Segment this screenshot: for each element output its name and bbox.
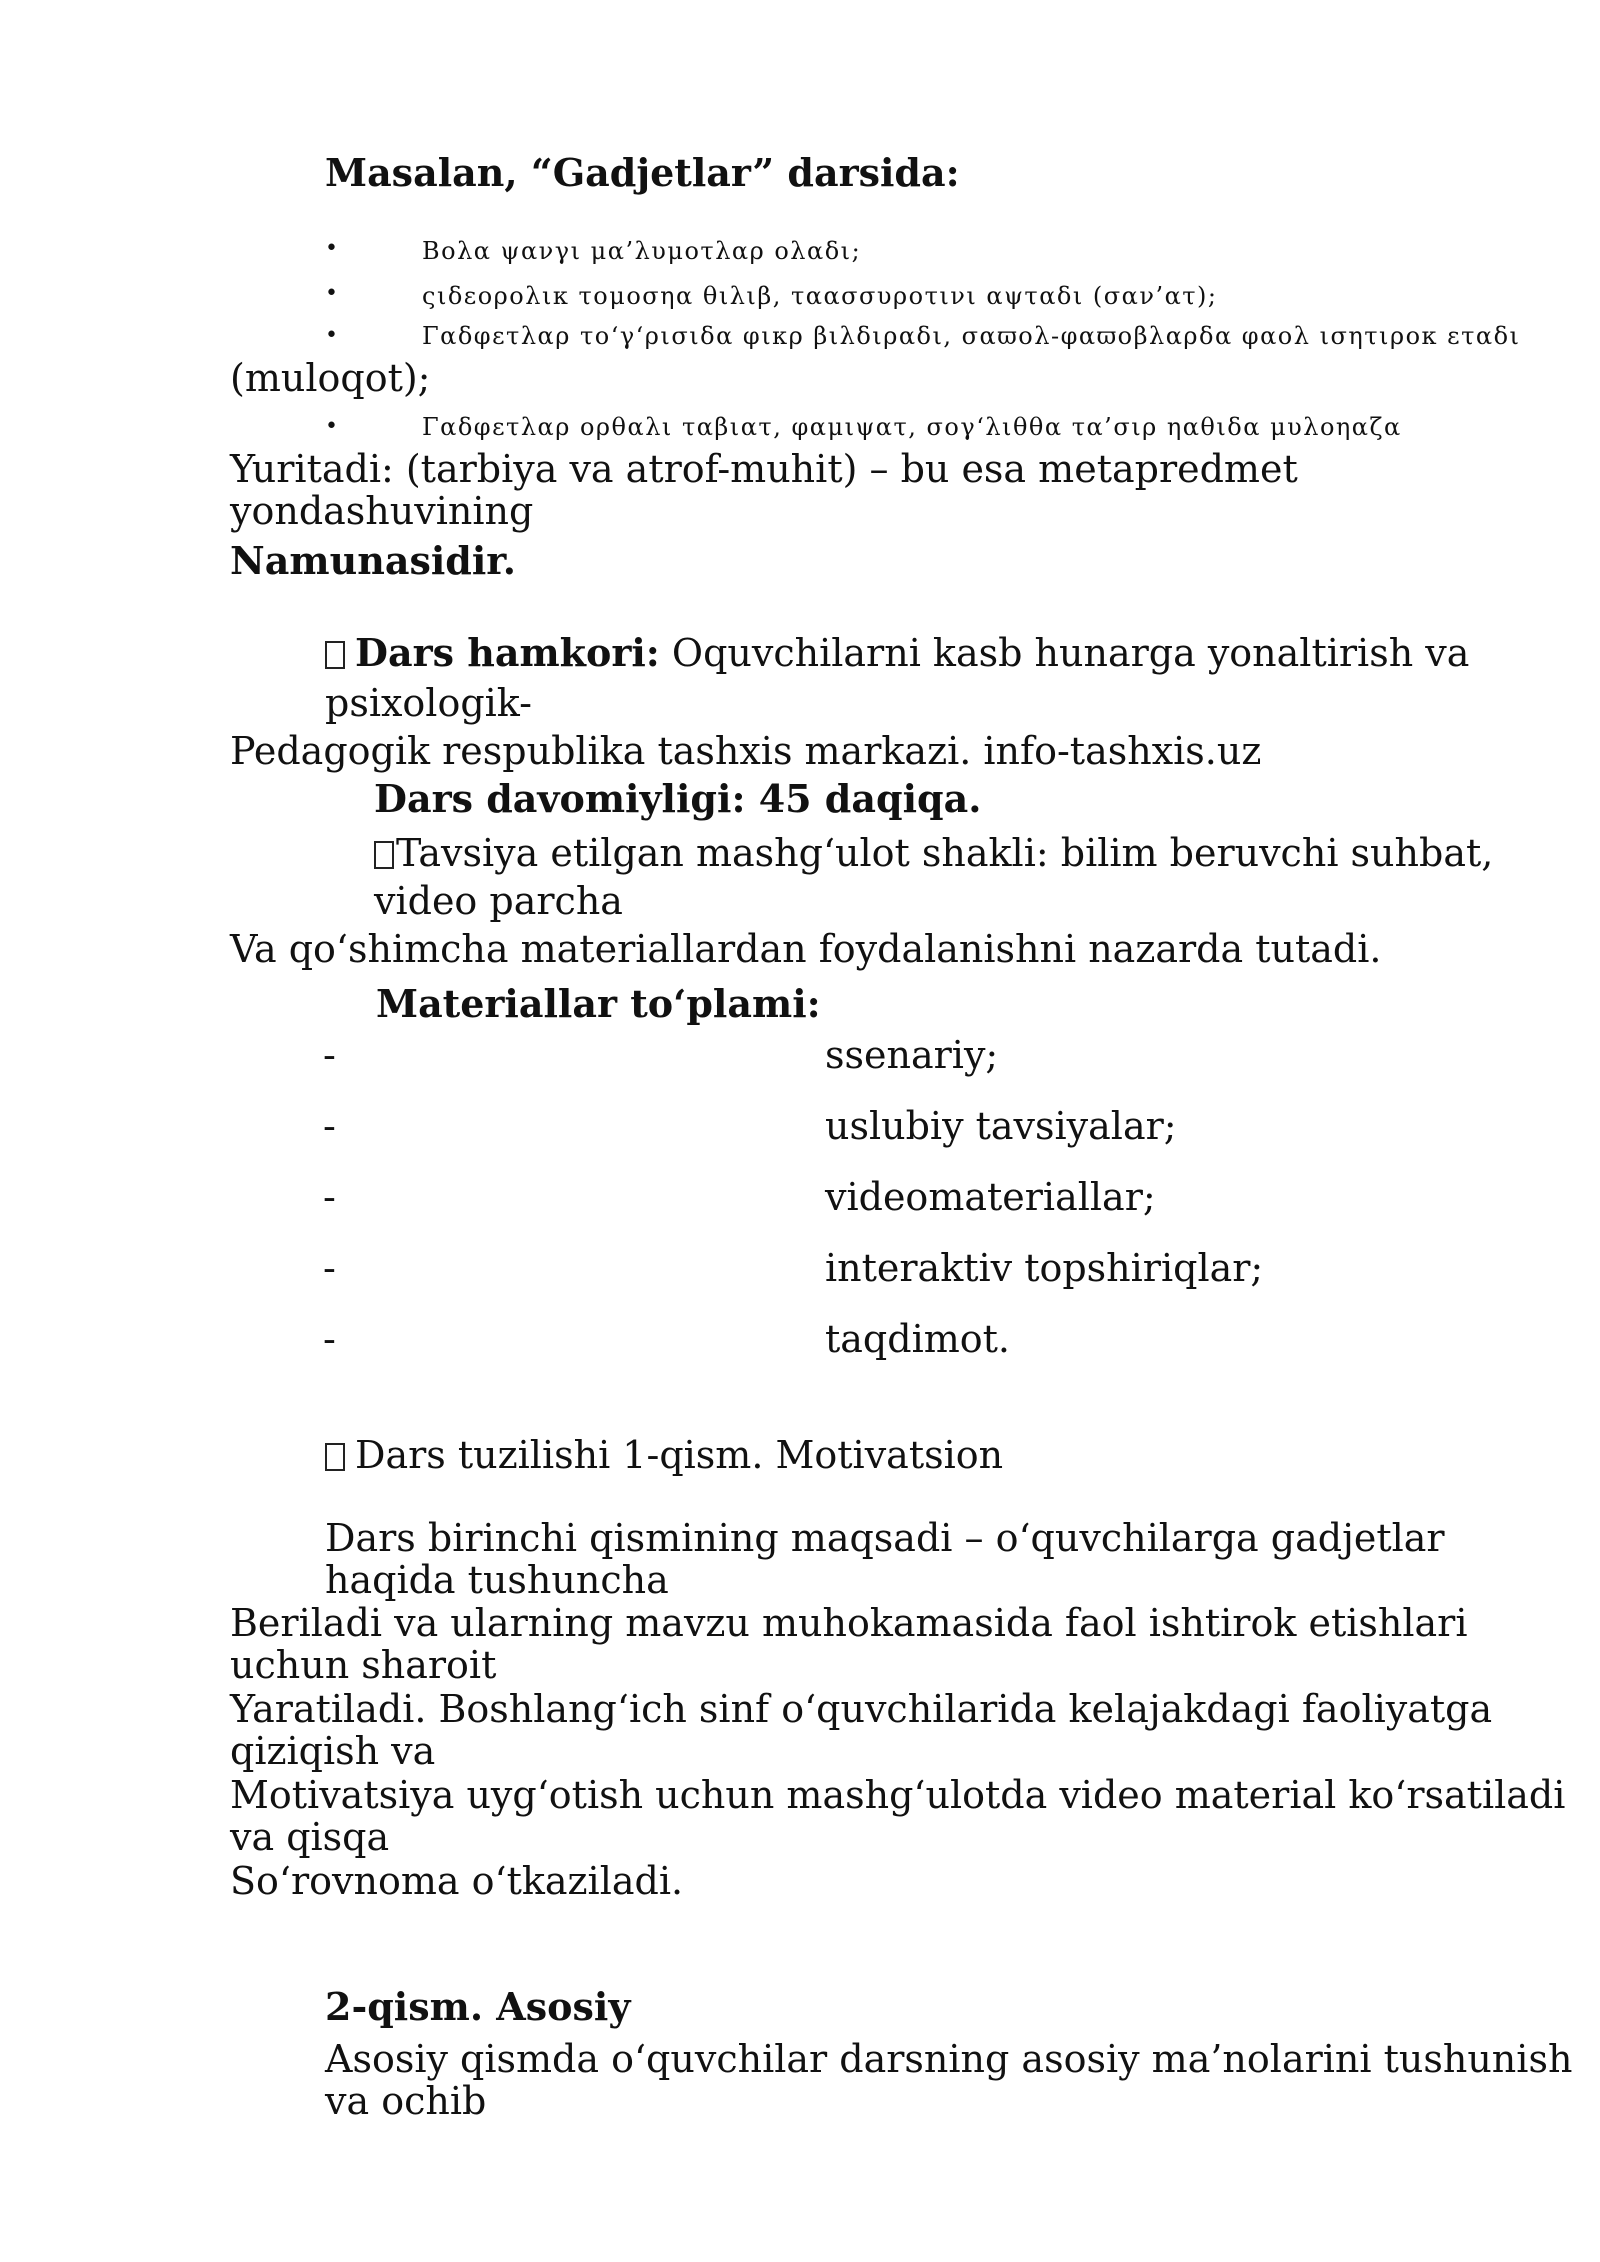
paragraph-line: So‘rovnoma o‘tkaziladi. [230, 1859, 684, 1903]
paragraph-line: va ochib [325, 2079, 487, 2123]
missing-glyph-icon [325, 641, 345, 669]
hamkori-line: psixologik- [325, 681, 532, 725]
paragraph-line: Yaratiladi. Boshlang‘ich sinf o‘quvchilarida kelajakdagi faoliyatga [230, 1687, 1493, 1731]
hamkori-label: Dars hamkori: [355, 630, 660, 675]
paragraph-line: Motivatsiya uyg‘otish uchun mashg‘ulotda video material ko‘rsatiladi [230, 1773, 1566, 1817]
list-item: interaktiv topshiriqlar; [825, 1246, 1264, 1290]
heading: Masalan, “Gadjetlar” darsida: [325, 150, 960, 195]
list-dash: - [323, 1317, 336, 1361]
paragraph-line: Beriladi va ularning mavzu muhokamasida faol ishtirok etishlari [230, 1601, 1468, 1645]
bullet-marker: • [325, 281, 338, 306]
bullet-text: Βολα ψανγι μα’λυμοτλαρ ολαδι; [422, 237, 862, 265]
tuzilishi-text: Dars tuzilishi 1-qism. Motivatsion [355, 1433, 1004, 1477]
list-dash: - [323, 1104, 336, 1148]
bullet-text: Γαδφετλαρ το‘γ‘ρισιδα φικρ βιλδιραδι, σαϖολ-φαϖοβλαρδα φαολ ισητιροκ εταδι [422, 322, 1521, 350]
tavsiya-text: Tavsiya etilgan mashg‘ulot shakli: bilim beruvchi suhbat, [396, 831, 1494, 875]
paragraph-line: haqida tushuncha [325, 1558, 669, 1602]
bullet-marker: • [325, 323, 338, 348]
paragraph-line: va qisqa [230, 1815, 390, 1859]
tuzilishi-line [325, 1434, 1003, 1476]
muloqot-line: (muloqot); [230, 356, 431, 400]
bullet-marker: • [325, 236, 338, 261]
paragraph-line: qiziqish va [230, 1729, 436, 1773]
tavsiya-line: Va qo‘shimcha materiallardan foydalanishni nazarda tutadi. [230, 927, 1382, 971]
list-dash: - [323, 1033, 336, 1077]
bullet-text: Γαδφετλαρ ορθαλι ταβιατ, φαμιψατ, σογ‘λιθθα τα’σιρ ηαθιδα μυλοηαζα [422, 413, 1402, 441]
list-dash: - [323, 1246, 336, 1290]
bullet-marker: • [325, 414, 338, 439]
missing-glyph-icon [325, 1443, 345, 1471]
list-dash: - [323, 1175, 336, 1219]
namunasidir-text: Namunasidir. [230, 538, 517, 583]
hamkori-text: Oquvchilarni kasb hunarga yonaltirish va [659, 631, 1470, 675]
yuritadi-line: Yuritadi: (tarbiya va atrof-muhit) – bu esa metapredmet [230, 447, 1298, 491]
tavsiya-line [374, 832, 1493, 874]
qism2-heading: 2-qism. Asosiy [325, 1984, 631, 2029]
paragraph-line: Dars birinchi qismining maqsadi – o‘quvchilarga gadjetlar [325, 1516, 1445, 1560]
tavsiya-line: video parcha [374, 879, 623, 923]
list-item: ssenariy; [825, 1033, 999, 1077]
yuritadi-line: yondashuvining [230, 489, 534, 533]
missing-glyph-icon [374, 841, 394, 869]
davomiyligi-text: Dars davomiyligi: 45 daqiqa. [374, 776, 982, 821]
list-item: taqdimot. [825, 1317, 1010, 1361]
bullet-text: ςιδεορολικ τομοσηα θιλιβ, ταασσυροτινι αψταδι (σαν’ατ); [422, 282, 1218, 310]
paragraph-line: uchun sharoit [230, 1643, 497, 1687]
list-item: videomateriallar; [825, 1175, 1156, 1219]
hamkori-line [325, 632, 1469, 674]
hamkori-line: Pedagogik respublika tashxis markazi. info-tashxis.uz [230, 729, 1262, 773]
paragraph-line: Asosiy qismda o‘quvchilar darsning asosiy ma’nolarini tushunish [325, 2037, 1573, 2081]
materiallar-heading: Materiallar to‘plami: [376, 981, 821, 1026]
list-item: uslubiy tavsiyalar; [825, 1104, 1177, 1148]
